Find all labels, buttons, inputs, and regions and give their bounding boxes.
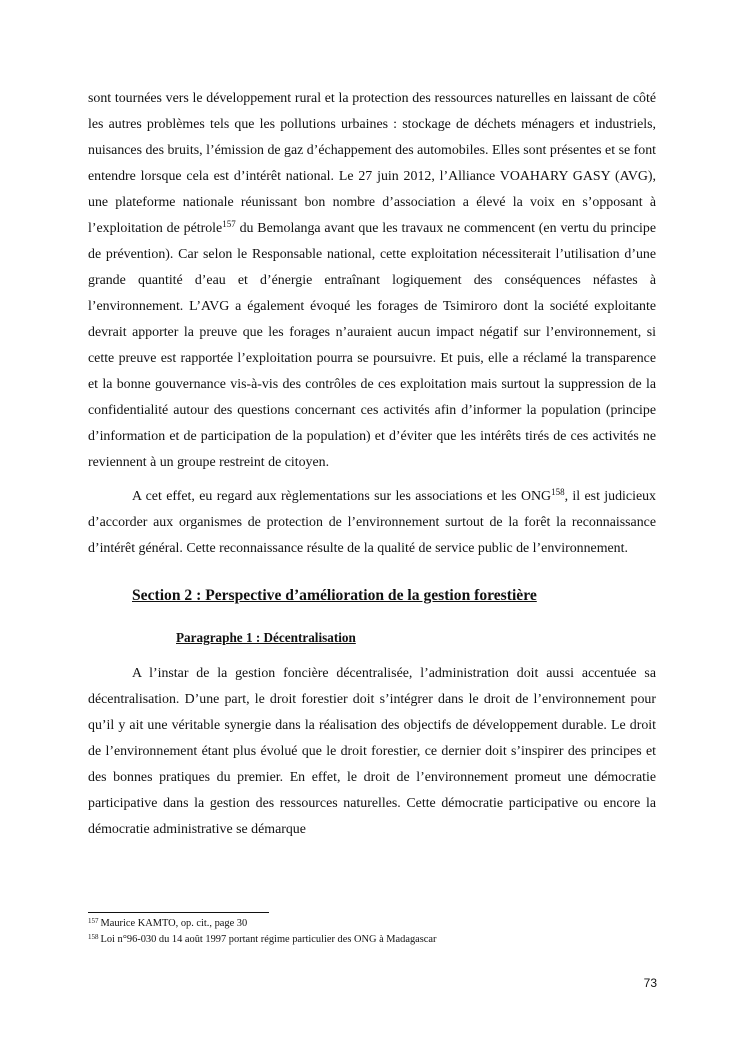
footnote-ref-158[interactable]: 158 (551, 487, 565, 497)
footnote-text: Loi n°96-030 du 14 août 1997 portant régime particulier des ONG à Madagascar (100, 934, 437, 945)
footnote-number: 157 (88, 917, 99, 925)
paragraph-heading: Paragraphe 1 : Décentralisation (176, 630, 356, 645)
footnote-text: Maurice KAMTO, op. cit., page 30 (100, 918, 248, 929)
footnote-number: 158 (88, 933, 99, 941)
body-paragraph-2-text-a: A cet effet, eu regard aux règlementations sur les associations et les ONG (132, 489, 552, 504)
body-paragraph-1 (88, 86, 656, 476)
footnotes (88, 912, 656, 948)
body-paragraph-2-text-b: , il est judicieux d’accorder aux organismes de protection de l’environnement surtout de la forêt la reconnaissance d’intérêt général. Cette reconnaissance résulte de la qualité de service public de l’environnement. (88, 489, 656, 556)
section-heading: Section 2 : Perspective d’amélioration de la gestion forestière (132, 587, 537, 604)
page-body (88, 86, 656, 843)
body-paragraph-1-text-a: sont tournées vers le développement rural et la protection des ressources naturelles en laissant de côté les autres problèmes tels que les pollutions urbaines : stockage de déchets ménagers et industriels, nuisances des bruits, l’émission de gaz d’échappement des automobiles. Elles sont présentes et se font entendre lorsque cela est d’intérêt national. Le 27 juin 2012, l’Alliance VOAHARY GASY (AVG), une plateforme nationale réunissant bon nombre d’association a élevé la voix en s’opposant à l’exploitation de pétrole (88, 91, 656, 236)
body-paragraph-1-text-b: du Bemolanga avant que les travaux ne commencent (en vertu du principe de prévention). Car selon le Responsable national, cette exploitation nécessiterait l’utilisation d’une grande quantité d’eau et d’énergie entraînant logiquement des conséquences néfastes à l’environnement. L’AVG a également évoqué les forages de Tsimiroro dont la société exploitante devrait apporter la preuve que les forages n’auraient aucun impact négatif sur l’environnement, si cette preuve est rapportée l’exploitation pourra se poursuivre. Et puis, elle a réclamé la transparence et la bonne gouvernance vis-à-vis des contrôles de ces exploitation mais surtout la suppression de la confidentialité autour des questions concernant ces activités afin d’informer la population (principe d’information et de participation de la population) et d’éviter que les intérêts tirés de ces activités ne reviennent à un groupe restreint de citoyen. (88, 221, 657, 470)
footnote-157 (88, 916, 656, 932)
footnote-158 (88, 932, 656, 948)
footnote-separator (88, 912, 269, 913)
footnote-ref-157[interactable]: 157 (222, 219, 236, 229)
body-paragraph-3: A l’instar de la gestion foncière décentralisée, l’administration doit aussi accentuée sa décentralisation. D’une part, le droit forestier doit s’intégrer dans le droit de l’environnement pour qu’il y ait une véritable synergie dans la réalisation des objectifs de développement durable. Le droit de l’environnement étant plus évolué que le droit forestier, ce dernier doit s’inspirer des principes et des bonnes pratiques du premier. En effet, le droit de l’environnement promeut une démocratie participative dans la gestion des ressources naturelles. Cette démocratie participative ou encore la démocratie administrative se démarque (88, 666, 656, 837)
body-paragraph-2 (88, 484, 656, 562)
page-number: 73 (643, 976, 657, 990)
